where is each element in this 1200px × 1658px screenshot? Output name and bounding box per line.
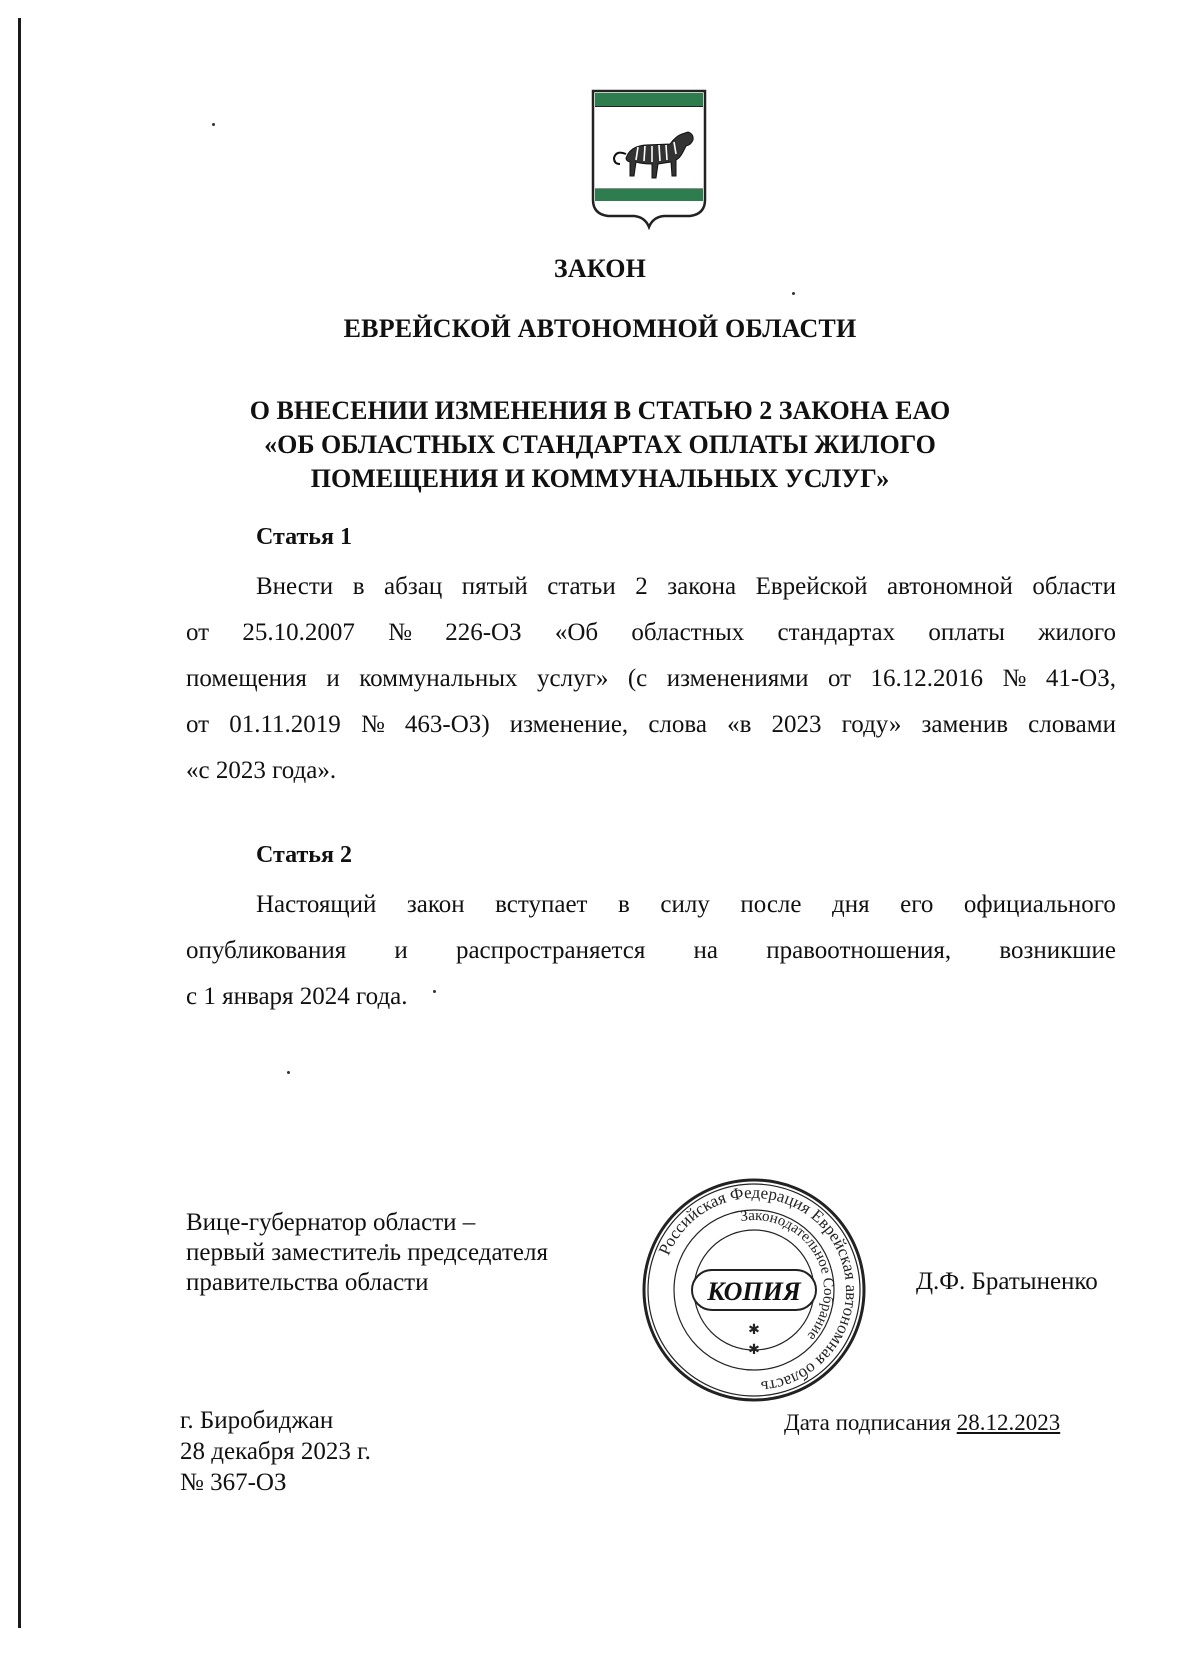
seal-star-icon: ✱ [748,1323,760,1338]
word: закона [667,573,737,600]
region-name: ЕВРЕЙСКОЙ АВТОНОМНОЙ ОБЛАСТИ [343,314,857,343]
word: после [740,891,802,918]
word: абзац [384,573,443,600]
word: пятый [461,573,528,600]
signing-date-label: Дата подписания [784,1410,951,1435]
word: и [394,937,408,964]
scan-speck [212,123,215,126]
word: изменениями [666,665,809,692]
seal-inner-text: Законодательное Собрание [739,1207,837,1344]
word: № [1002,665,1027,692]
place-and-number [180,1405,371,1498]
text-line [186,610,1116,656]
word: опубликования [186,937,347,964]
word: возникшие [999,937,1116,964]
word: коммунальных [359,665,518,692]
word: словами [1028,711,1116,738]
word: от [827,665,852,692]
word: 463-ОЗ) [404,711,490,738]
signer-position-line: первый заместитель председателя [186,1239,548,1266]
word: «Об [554,619,599,646]
coat-of-arms-icon [590,88,708,230]
word: закон [406,891,465,918]
word: в [352,573,365,600]
word: автономной [887,573,1013,600]
text-line [186,702,1116,748]
text-line [186,748,1116,794]
signer-position [186,1208,548,1298]
word: официального [963,891,1116,918]
word: на [693,937,719,964]
word: 226-ОЗ [445,619,522,646]
word: области [1032,573,1116,600]
word: «в [727,711,752,738]
word: 2 [635,573,648,600]
text-line [186,974,1116,1020]
signing-date [784,1410,1060,1436]
law-title-line: «ОБ ОБЛАСТНЫХ СТАНДАРТАХ ОПЛАТЫ ЖИЛОГО [264,430,936,459]
word: его [900,891,934,918]
law-title [0,394,1200,496]
word: от [186,619,210,646]
text-line [186,656,1116,702]
word: № [360,711,385,738]
word: помещения [186,665,307,692]
article-2-heading: Статья 2 [256,842,352,868]
word: от [186,711,210,738]
text-line [186,564,1116,610]
word: Внести [256,573,334,600]
signing-date-value: 28.12.2023 [956,1410,1061,1435]
article-1-heading: Статья 1 [256,524,352,550]
word: Настоящий [256,891,377,918]
word: распространяется [455,937,646,964]
official-seal-stamp [638,1174,870,1406]
word: 2023 [771,711,822,738]
law-label: ЗАКОН [553,254,647,283]
scan-speck [287,1071,290,1074]
word: вступает [495,891,588,918]
word: заменив [921,711,1008,738]
text-line [186,928,1116,974]
law-number: № 367-ОЗ [180,1469,287,1496]
word: статьи [547,573,616,600]
word: правоотношения, [766,937,952,964]
word: «с 2023 года». [186,757,337,784]
word: и [326,665,340,692]
scan-speck [792,292,795,295]
word: 41-ОЗ, [1045,665,1116,692]
word: областных [631,619,745,646]
signer-position-line: Вице-губернатор области – [186,1209,476,1236]
word: с 1 января 2024 года. [186,983,408,1010]
word: жилого [1038,619,1116,646]
word: стандартах [777,619,896,646]
seal-outer-text: Российская Федерация Еврейская автономная область [654,1182,862,1397]
word: дня [832,891,870,918]
law-title-line: ПОМЕЩЕНИЯ И КОММУНАЛЬНЫХ УСЛУГ» [310,464,890,493]
law-date: 28 декабря 2023 г. [180,1438,371,1465]
signer-position-line: правительства области [186,1269,429,1296]
word: услуг» [537,665,609,692]
word: 01.11.2019 [229,711,341,738]
word: 16.12.2016 [870,665,984,692]
word: (с [627,665,648,692]
word: 25.10.2007 [242,619,355,646]
text-line [186,882,1116,928]
city: г. Биробиджан [180,1407,334,1434]
word: слова [648,711,707,738]
article-2-text [186,882,1116,1020]
word: в [618,891,630,918]
law-title-line: О ВНЕСЕНИИ ИЗМЕНЕНИЯ В СТАТЬЮ 2 ЗАКОНА ЕАО [249,396,951,425]
word: году» [841,711,902,738]
signer-name: Д.Ф. Братыненко [916,1268,1098,1295]
word: оплаты [928,619,1005,646]
word: изменение, [509,711,629,738]
article-1-text [186,564,1116,794]
seal-copy-mark: КОПИЯ [707,1277,801,1306]
word: № [388,619,412,646]
seal-star-icon: ✱ [748,1343,760,1358]
word: силу [660,891,710,918]
word: Еврейской [755,573,868,600]
